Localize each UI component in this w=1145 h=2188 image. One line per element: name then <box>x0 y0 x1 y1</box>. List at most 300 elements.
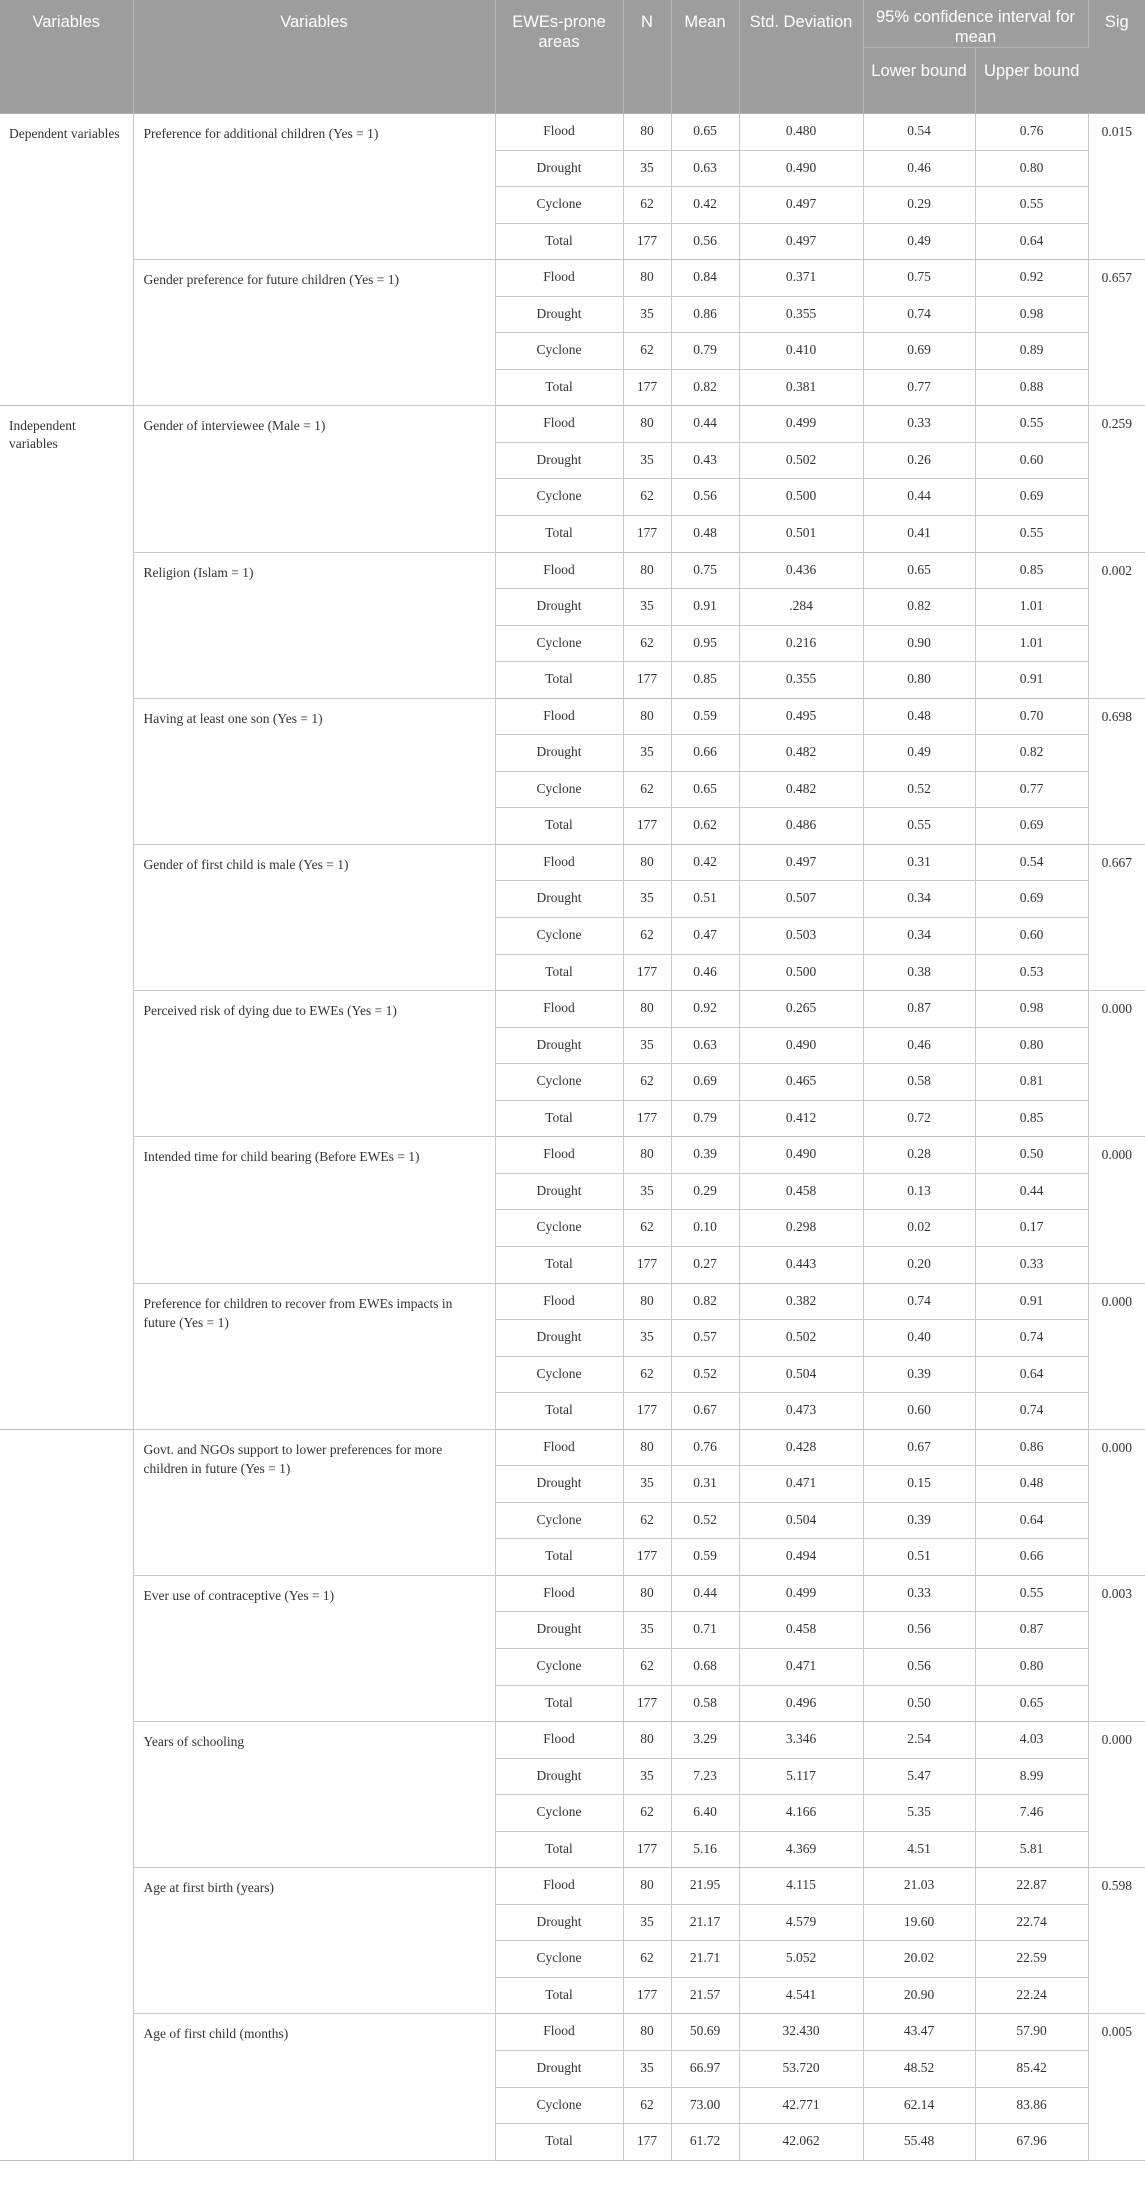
table-row <box>0 1283 1145 1320</box>
sig-cell: 0.000 <box>1088 1722 1145 1868</box>
header-area: EWEs-prone areas <box>495 0 623 114</box>
table-row <box>0 406 1145 443</box>
lower-bound-cell: 0.38 <box>863 954 975 991</box>
n-cell: 62 <box>623 2087 671 2124</box>
std-deviation-cell: 0.499 <box>739 1575 863 1612</box>
upper-bound-cell: 0.98 <box>975 991 1088 1028</box>
upper-bound-cell: 0.65 <box>975 1685 1088 1722</box>
lower-bound-cell: 0.49 <box>863 223 975 260</box>
table-row <box>0 1137 1145 1174</box>
upper-bound-cell: 0.74 <box>975 1393 1088 1430</box>
mean-cell: 0.65 <box>671 771 739 808</box>
std-deviation-cell: 0.471 <box>739 1648 863 1685</box>
std-deviation-cell: 0.265 <box>739 991 863 1028</box>
upper-bound-cell: 0.17 <box>975 1210 1088 1247</box>
mean-cell: 0.63 <box>671 1027 739 1064</box>
n-cell: 177 <box>623 1977 671 2014</box>
area-cell: Drought <box>495 881 623 918</box>
mean-cell: 0.44 <box>671 406 739 443</box>
sig-cell: 0.003 <box>1088 1575 1145 1721</box>
area-cell: Total <box>495 808 623 845</box>
lower-bound-cell: 0.56 <box>863 1612 975 1649</box>
std-deviation-cell: 0.486 <box>739 808 863 845</box>
mean-cell: 0.84 <box>671 260 739 297</box>
mean-cell: 0.42 <box>671 187 739 224</box>
area-cell: Flood <box>495 1283 623 1320</box>
lower-bound-cell: 0.39 <box>863 1356 975 1393</box>
mean-cell: 73.00 <box>671 2087 739 2124</box>
area-cell: Total <box>495 1539 623 1576</box>
area-cell: Flood <box>495 552 623 589</box>
upper-bound-cell: 0.81 <box>975 1064 1088 1101</box>
mean-cell: 21.57 <box>671 1977 739 2014</box>
std-deviation-cell: 0.499 <box>739 406 863 443</box>
n-cell: 62 <box>623 1064 671 1101</box>
area-cell: Cyclone <box>495 479 623 516</box>
header-lower-bound: Lower bound <box>863 48 975 114</box>
group-label: Dependent variables <box>0 114 133 406</box>
table-row <box>0 114 1145 151</box>
mean-cell: 0.10 <box>671 1210 739 1247</box>
std-deviation-cell: 0.496 <box>739 1685 863 1722</box>
n-cell: 35 <box>623 1027 671 1064</box>
area-cell: Drought <box>495 442 623 479</box>
upper-bound-cell: 0.70 <box>975 698 1088 735</box>
mean-cell: 0.86 <box>671 296 739 333</box>
area-cell: Total <box>495 1685 623 1722</box>
mean-cell: 61.72 <box>671 2124 739 2161</box>
std-deviation-cell: 0.494 <box>739 1539 863 1576</box>
area-cell: Flood <box>495 2014 623 2051</box>
n-cell: 177 <box>623 662 671 699</box>
upper-bound-cell: 0.69 <box>975 808 1088 845</box>
n-cell: 62 <box>623 625 671 662</box>
std-deviation-cell: .284 <box>739 589 863 626</box>
lower-bound-cell: 0.65 <box>863 552 975 589</box>
std-deviation-cell: 53.720 <box>739 2050 863 2087</box>
std-deviation-cell: 32.430 <box>739 2014 863 2051</box>
mean-cell: 0.31 <box>671 1466 739 1503</box>
lower-bound-cell: 0.50 <box>863 1685 975 1722</box>
mean-cell: 0.82 <box>671 1283 739 1320</box>
upper-bound-cell: 0.91 <box>975 662 1088 699</box>
mean-cell: 0.63 <box>671 150 739 187</box>
std-deviation-cell: 0.502 <box>739 442 863 479</box>
table-row <box>0 1722 1145 1759</box>
table-row <box>0 698 1145 735</box>
lower-bound-cell: 0.60 <box>863 1393 975 1430</box>
n-cell: 177 <box>623 808 671 845</box>
mean-cell: 66.97 <box>671 2050 739 2087</box>
lower-bound-cell: 43.47 <box>863 2014 975 2051</box>
sig-cell: 0.259 <box>1088 406 1145 552</box>
lower-bound-cell: 0.15 <box>863 1466 975 1503</box>
lower-bound-cell: 0.58 <box>863 1064 975 1101</box>
sig-cell: 0.657 <box>1088 260 1145 406</box>
upper-bound-cell: 0.80 <box>975 150 1088 187</box>
upper-bound-cell: 0.44 <box>975 1173 1088 1210</box>
upper-bound-cell: 0.92 <box>975 260 1088 297</box>
n-cell: 177 <box>623 1246 671 1283</box>
mean-cell: 0.57 <box>671 1320 739 1357</box>
sig-cell: 0.005 <box>1088 2014 1145 2160</box>
n-cell: 80 <box>623 1429 671 1466</box>
n-cell: 35 <box>623 589 671 626</box>
n-cell: 35 <box>623 1173 671 1210</box>
area-cell: Total <box>495 662 623 699</box>
lower-bound-cell: 62.14 <box>863 2087 975 2124</box>
mean-cell: 0.82 <box>671 369 739 406</box>
area-cell: Drought <box>495 296 623 333</box>
area-cell: Flood <box>495 1137 623 1174</box>
upper-bound-cell: 0.80 <box>975 1027 1088 1064</box>
std-deviation-cell: 0.216 <box>739 625 863 662</box>
upper-bound-cell: 22.87 <box>975 1868 1088 1905</box>
upper-bound-cell: 0.55 <box>975 1575 1088 1612</box>
mean-cell: 0.52 <box>671 1356 739 1393</box>
lower-bound-cell: 0.34 <box>863 881 975 918</box>
n-cell: 35 <box>623 442 671 479</box>
std-deviation-cell: 0.412 <box>739 1100 863 1137</box>
area-cell: Drought <box>495 589 623 626</box>
n-cell: 35 <box>623 296 671 333</box>
n-cell: 62 <box>623 479 671 516</box>
upper-bound-cell: 0.91 <box>975 1283 1088 1320</box>
sig-cell: 0.667 <box>1088 844 1145 990</box>
n-cell: 80 <box>623 844 671 881</box>
variable-name: Gender of interviewee (Male = 1) <box>133 406 495 552</box>
upper-bound-cell: 0.77 <box>975 771 1088 808</box>
std-deviation-cell: 0.482 <box>739 735 863 772</box>
n-cell: 62 <box>623 1648 671 1685</box>
std-deviation-cell: 0.507 <box>739 881 863 918</box>
area-cell: Cyclone <box>495 1795 623 1832</box>
std-deviation-cell: 0.500 <box>739 954 863 991</box>
lower-bound-cell: 0.82 <box>863 589 975 626</box>
mean-cell: 0.68 <box>671 1648 739 1685</box>
mean-cell: 0.59 <box>671 1539 739 1576</box>
upper-bound-cell: 0.54 <box>975 844 1088 881</box>
std-deviation-cell: 0.458 <box>739 1173 863 1210</box>
upper-bound-cell: 1.01 <box>975 625 1088 662</box>
lower-bound-cell: 0.26 <box>863 442 975 479</box>
mean-cell: 0.48 <box>671 516 739 553</box>
table-row <box>0 1575 1145 1612</box>
table-row <box>0 1868 1145 1905</box>
mean-cell: 0.71 <box>671 1612 739 1649</box>
area-cell: Total <box>495 369 623 406</box>
mean-cell: 6.40 <box>671 1795 739 1832</box>
n-cell: 35 <box>623 2050 671 2087</box>
std-deviation-cell: 0.482 <box>739 771 863 808</box>
std-deviation-cell: 0.458 <box>739 1612 863 1649</box>
variable-name: Gender preference for future children (Yes = 1) <box>133 260 495 406</box>
lower-bound-cell: 5.35 <box>863 1795 975 1832</box>
n-cell: 177 <box>623 1685 671 1722</box>
header-variable: Variables <box>133 0 495 114</box>
n-cell: 80 <box>623 1868 671 1905</box>
area-cell: Total <box>495 1100 623 1137</box>
header-mean: Mean <box>671 0 739 114</box>
mean-cell: 0.92 <box>671 991 739 1028</box>
upper-bound-cell: 0.69 <box>975 479 1088 516</box>
area-cell: Cyclone <box>495 1210 623 1247</box>
group-label <box>0 1429 133 2160</box>
n-cell: 177 <box>623 954 671 991</box>
upper-bound-cell: 85.42 <box>975 2050 1088 2087</box>
std-deviation-cell: 0.504 <box>739 1502 863 1539</box>
lower-bound-cell: 0.69 <box>863 333 975 370</box>
upper-bound-cell: 7.46 <box>975 1795 1088 1832</box>
header-confidence-interval: 95% confidence interval for mean <box>863 0 1088 48</box>
area-cell: Drought <box>495 2050 623 2087</box>
upper-bound-cell: 0.60 <box>975 442 1088 479</box>
mean-cell: 21.17 <box>671 1904 739 1941</box>
area-cell: Flood <box>495 1868 623 1905</box>
mean-cell: 0.79 <box>671 1100 739 1137</box>
std-deviation-cell: 0.428 <box>739 1429 863 1466</box>
mean-cell: 0.46 <box>671 954 739 991</box>
area-cell: Total <box>495 223 623 260</box>
sig-cell: 0.000 <box>1088 1137 1145 1283</box>
area-cell: Drought <box>495 1758 623 1795</box>
mean-cell: 0.29 <box>671 1173 739 1210</box>
n-cell: 35 <box>623 735 671 772</box>
area-cell: Drought <box>495 1173 623 1210</box>
std-deviation-cell: 0.490 <box>739 1027 863 1064</box>
table-row <box>0 260 1145 297</box>
n-cell: 80 <box>623 406 671 443</box>
lower-bound-cell: 0.02 <box>863 1210 975 1247</box>
std-deviation-cell: 0.497 <box>739 844 863 881</box>
upper-bound-cell: 0.69 <box>975 881 1088 918</box>
lower-bound-cell: 19.60 <box>863 1904 975 1941</box>
lower-bound-cell: 0.87 <box>863 991 975 1028</box>
n-cell: 62 <box>623 1356 671 1393</box>
upper-bound-cell: 4.03 <box>975 1722 1088 1759</box>
area-cell: Cyclone <box>495 2087 623 2124</box>
area-cell: Cyclone <box>495 187 623 224</box>
area-cell: Total <box>495 1246 623 1283</box>
mean-cell: 21.71 <box>671 1941 739 1978</box>
variable-name: Age of first child (months) <box>133 2014 495 2160</box>
upper-bound-cell: 83.86 <box>975 2087 1088 2124</box>
lower-bound-cell: 0.28 <box>863 1137 975 1174</box>
area-cell: Flood <box>495 114 623 151</box>
mean-cell: 0.52 <box>671 1502 739 1539</box>
upper-bound-cell: 22.24 <box>975 1977 1088 2014</box>
std-deviation-cell: 0.355 <box>739 662 863 699</box>
std-deviation-cell: 0.502 <box>739 1320 863 1357</box>
upper-bound-cell: 1.01 <box>975 589 1088 626</box>
std-deviation-cell: 0.410 <box>739 333 863 370</box>
n-cell: 80 <box>623 991 671 1028</box>
area-cell: Cyclone <box>495 1064 623 1101</box>
table-row <box>0 552 1145 589</box>
n-cell: 177 <box>623 1539 671 1576</box>
mean-cell: 0.58 <box>671 1685 739 1722</box>
area-cell: Drought <box>495 1904 623 1941</box>
mean-cell: 0.42 <box>671 844 739 881</box>
mean-cell: 0.76 <box>671 1429 739 1466</box>
lower-bound-cell: 0.31 <box>863 844 975 881</box>
area-cell: Flood <box>495 1722 623 1759</box>
lower-bound-cell: 0.41 <box>863 516 975 553</box>
n-cell: 35 <box>623 881 671 918</box>
upper-bound-cell: 0.98 <box>975 296 1088 333</box>
n-cell: 80 <box>623 1722 671 1759</box>
area-cell: Drought <box>495 735 623 772</box>
n-cell: 62 <box>623 1210 671 1247</box>
mean-cell: 0.67 <box>671 1393 739 1430</box>
upper-bound-cell: 0.85 <box>975 552 1088 589</box>
lower-bound-cell: 0.13 <box>863 1173 975 1210</box>
lower-bound-cell: 0.72 <box>863 1100 975 1137</box>
std-deviation-cell: 4.166 <box>739 1795 863 1832</box>
sig-cell: 0.015 <box>1088 114 1145 260</box>
n-cell: 177 <box>623 2124 671 2161</box>
std-deviation-cell: 0.371 <box>739 260 863 297</box>
area-cell: Cyclone <box>495 771 623 808</box>
variable-name: Having at least one son (Yes = 1) <box>133 698 495 844</box>
std-deviation-cell: 0.504 <box>739 1356 863 1393</box>
mean-cell: 21.95 <box>671 1868 739 1905</box>
mean-cell: 0.79 <box>671 333 739 370</box>
lower-bound-cell: 55.48 <box>863 2124 975 2161</box>
upper-bound-cell: 0.48 <box>975 1466 1088 1503</box>
std-deviation-cell: 0.298 <box>739 1210 863 1247</box>
n-cell: 80 <box>623 2014 671 2051</box>
table-row <box>0 844 1145 881</box>
upper-bound-cell: 0.85 <box>975 1100 1088 1137</box>
sig-cell: 0.698 <box>1088 698 1145 844</box>
upper-bound-cell: 0.33 <box>975 1246 1088 1283</box>
area-cell: Total <box>495 1831 623 1868</box>
header-category: Variables <box>0 0 133 114</box>
n-cell: 35 <box>623 150 671 187</box>
upper-bound-cell: 0.89 <box>975 333 1088 370</box>
lower-bound-cell: 0.74 <box>863 296 975 333</box>
n-cell: 62 <box>623 918 671 955</box>
area-cell: Drought <box>495 1320 623 1357</box>
area-cell: Total <box>495 954 623 991</box>
std-deviation-cell: 0.382 <box>739 1283 863 1320</box>
upper-bound-cell: 57.90 <box>975 2014 1088 2051</box>
area-cell: Cyclone <box>495 1356 623 1393</box>
mean-cell: 7.23 <box>671 1758 739 1795</box>
std-deviation-cell: 0.495 <box>739 698 863 735</box>
lower-bound-cell: 0.54 <box>863 114 975 151</box>
lower-bound-cell: 21.03 <box>863 1868 975 1905</box>
lower-bound-cell: 0.40 <box>863 1320 975 1357</box>
variable-name: Perceived risk of dying due to EWEs (Yes = 1) <box>133 991 495 1137</box>
n-cell: 80 <box>623 1283 671 1320</box>
header-std-deviation: Std. Deviation <box>739 0 863 114</box>
lower-bound-cell: 0.52 <box>863 771 975 808</box>
upper-bound-cell: 0.55 <box>975 187 1088 224</box>
std-deviation-cell: 0.443 <box>739 1246 863 1283</box>
std-deviation-cell: 0.503 <box>739 918 863 955</box>
lower-bound-cell: 0.39 <box>863 1502 975 1539</box>
mean-cell: 0.65 <box>671 114 739 151</box>
n-cell: 62 <box>623 1941 671 1978</box>
lower-bound-cell: 0.44 <box>863 479 975 516</box>
lower-bound-cell: 20.90 <box>863 1977 975 2014</box>
area-cell: Flood <box>495 1575 623 1612</box>
variable-name: Age at first birth (years) <box>133 1868 495 2014</box>
mean-cell: 0.69 <box>671 1064 739 1101</box>
area-cell: Cyclone <box>495 1648 623 1685</box>
n-cell: 62 <box>623 1502 671 1539</box>
mean-cell: 0.95 <box>671 625 739 662</box>
upper-bound-cell: 0.64 <box>975 1356 1088 1393</box>
mean-cell: 0.75 <box>671 552 739 589</box>
std-deviation-cell: 4.541 <box>739 1977 863 2014</box>
table-body <box>0 114 1145 2161</box>
upper-bound-cell: 0.82 <box>975 735 1088 772</box>
lower-bound-cell: 0.20 <box>863 1246 975 1283</box>
header-sig: Sig <box>1088 0 1145 114</box>
group-label: Independent variables <box>0 406 133 1429</box>
std-deviation-cell: 0.473 <box>739 1393 863 1430</box>
upper-bound-cell: 0.55 <box>975 516 1088 553</box>
lower-bound-cell: 0.49 <box>863 735 975 772</box>
upper-bound-cell: 67.96 <box>975 2124 1088 2161</box>
std-deviation-cell: 0.480 <box>739 114 863 151</box>
upper-bound-cell: 0.86 <box>975 1429 1088 1466</box>
area-cell: Total <box>495 1977 623 2014</box>
lower-bound-cell: 5.47 <box>863 1758 975 1795</box>
upper-bound-cell: 22.59 <box>975 1941 1088 1978</box>
n-cell: 35 <box>623 1466 671 1503</box>
n-cell: 62 <box>623 187 671 224</box>
area-cell: Cyclone <box>495 1941 623 1978</box>
area-cell: Drought <box>495 150 623 187</box>
upper-bound-cell: 0.74 <box>975 1320 1088 1357</box>
n-cell: 177 <box>623 516 671 553</box>
std-deviation-cell: 5.117 <box>739 1758 863 1795</box>
n-cell: 62 <box>623 1795 671 1832</box>
area-cell: Cyclone <box>495 1502 623 1539</box>
n-cell: 80 <box>623 260 671 297</box>
mean-cell: 0.66 <box>671 735 739 772</box>
std-deviation-cell: 0.436 <box>739 552 863 589</box>
lower-bound-cell: 0.33 <box>863 406 975 443</box>
lower-bound-cell: 0.75 <box>863 260 975 297</box>
lower-bound-cell: 48.52 <box>863 2050 975 2087</box>
area-cell: Drought <box>495 1612 623 1649</box>
table-row <box>0 1429 1145 1466</box>
upper-bound-cell: 0.88 <box>975 369 1088 406</box>
n-cell: 177 <box>623 1831 671 1868</box>
mean-cell: 0.59 <box>671 698 739 735</box>
lower-bound-cell: 0.51 <box>863 1539 975 1576</box>
std-deviation-cell: 42.062 <box>739 2124 863 2161</box>
sig-cell: 0.598 <box>1088 1868 1145 2014</box>
lower-bound-cell: 0.90 <box>863 625 975 662</box>
n-cell: 80 <box>623 552 671 589</box>
std-deviation-cell: 0.381 <box>739 369 863 406</box>
sig-cell: 0.000 <box>1088 1429 1145 1575</box>
area-cell: Flood <box>495 844 623 881</box>
variable-name: Ever use of contraceptive (Yes = 1) <box>133 1575 495 1721</box>
area-cell: Flood <box>495 698 623 735</box>
table-row <box>0 2014 1145 2051</box>
n-cell: 80 <box>623 1137 671 1174</box>
sig-cell: 0.000 <box>1088 991 1145 1137</box>
n-cell: 177 <box>623 223 671 260</box>
area-cell: Drought <box>495 1027 623 1064</box>
